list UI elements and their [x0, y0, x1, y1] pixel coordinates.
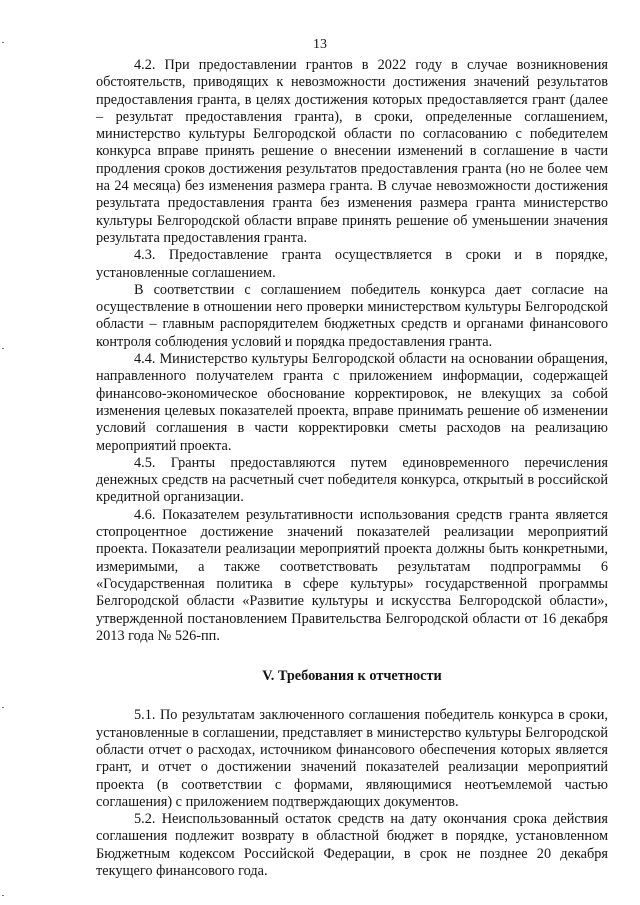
scan-edge-mark	[2, 707, 4, 708]
scan-edge-mark	[2, 895, 4, 896]
page-number: 13	[313, 37, 327, 52]
scan-edge-mark	[2, 348, 4, 349]
paragraph-5-2: 5.2. Неиспользованный остаток средств на дату окончания срока действия соглашения подлежит возврату в областной бюджет в порядке, установленном Бюджетным кодексом Российской Федерации, в срок не позднее 20 декабря текущего финансового года.	[96, 811, 608, 880]
paragraph-4-4: 4.4. Министерство культуры Белгородской области на основании обращения, направленного получателем гранта с приложением информации, содержащей финансово-экономическое обоснование корректировок, не влекущих за собой изменения целевых показателей проекта, вправе принимать решение об изменении условий соглашения в части корректировки сметы расходов на реализацию мероприятий проекта.	[96, 351, 608, 454]
paragraph-5-1: 5.1. По результатам заключенного соглашения победитель конкурса в сроки, установленные в соглашении, представляет в министерство культуры Белгородской области отчет о расходах, источником финансового обеспечения которых является грант, и отчет о достижении значений показателей реализации мероприятий проекта (в соответствии с формами, являющимися неотъемлемой частью соглашения) с приложением подтверждающих документов.	[96, 707, 608, 810]
section-heading: V. Требования к отчетности	[262, 668, 442, 685]
paragraph-4-6: 4.6. Показателем результативности использования средств гранта является стопроцентное достижение значений показателей реализации мероприятий проекта. Показатели реализации мероприятий проекта должны быть конкретными, измеримыми, а также соответствовать результатам подпрограммы 6 «Государственная политика в сфере культуры» государственной программы Белгородской области «Развитие культуры и искусства Белгородской области», утвержденной постановлением Правительства Белгородской области от 16 декабря 2013 года № 526-пп.	[96, 506, 608, 644]
document-body	[96, 57, 608, 880]
paragraph-consent: В соответствии с соглашением победитель конкурса дает согласие на осуществление в отношении него проверки министерством культуры Белгородской области – главным распорядителем бюджетных средств и органами финансового контроля соблюдения условий и порядка предоставления гранта.	[96, 281, 608, 350]
paragraph-4-2: 4.2. При предоставлении грантов в 2022 году в случае возникновения обстоятельств, приводящих к невозможности достижения значений результатов предоставления гранта, в целях достижения которых предоставляется грант (далее – результат предоставления гранта), в сроки, определенные соглашением, министерство культуры Белгородской области по согласованию с победителем конкурса вправе принять решение о внесении изменений в соглашение в части продления сроков достижения результатов предоставления гранта (но не более чем на 24 месяца) без изменения размера гранта. В случае невозможности достижения результата предоставления гранта без изменения размера гранта министерство культуры Белгородской области вправе принять решение об уменьшении значения результата предоставления гранта.	[96, 57, 608, 246]
paragraph-4-3: 4.3. Предоставление гранта осуществляется в сроки и в порядке, установленные соглашением.	[96, 247, 608, 281]
paragraph-4-5: 4.5. Гранты предоставляются путем единовременного перечисления денежных средств на расчетный счет победителя конкурса, открытый в российской кредитной организации.	[96, 454, 608, 506]
